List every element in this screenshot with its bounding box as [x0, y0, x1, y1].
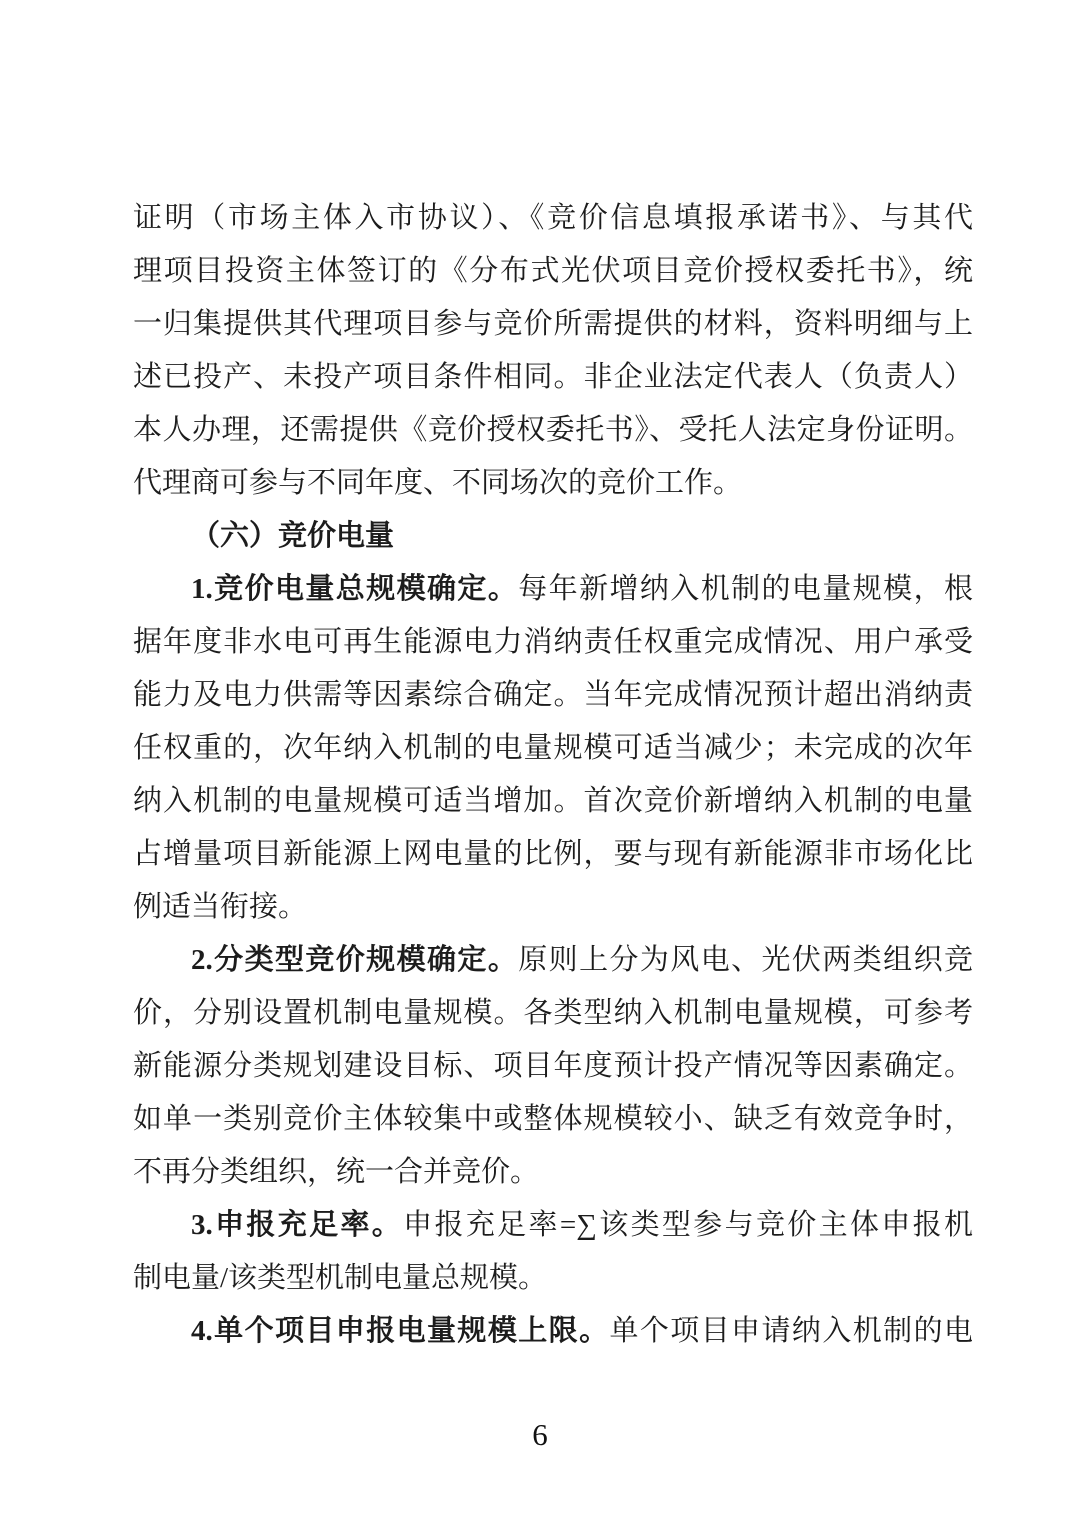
text-line — [133, 722, 973, 775]
text-run: 制电量/该类型机制电量总规模。 — [133, 1262, 548, 1294]
text-line — [133, 828, 973, 881]
text-line — [133, 775, 973, 828]
text-run: 述已投产、未投产项目条件相同。非企业法定代表人（负责人） — [133, 361, 973, 393]
text-line — [133, 669, 973, 722]
text-run: 据年度非水电可再生能源电力消纳责任权重完成情况、用户承受 — [133, 626, 973, 658]
document-body — [133, 192, 973, 1358]
text-run: 本人办理，还需提供《竞价授权委托书》、受托人法定身份证明。 — [133, 414, 973, 446]
text-run: 能力及电力供需等因素综合确定。当年完成情况预计超出消纳责 — [133, 679, 973, 711]
text-line — [133, 245, 973, 298]
text-line — [133, 457, 973, 510]
text-run: 任权重的，次年纳入机制的电量规模可适当减少；未完成的次年 — [133, 732, 973, 764]
text-line — [133, 881, 973, 934]
text-run: 如单一类别竞价主体较集中或整体规模较小、缺乏有效竞争时， — [133, 1103, 973, 1135]
text-run: 占增量项目新能源上网电量的比例，要与现有新能源非市场化比 — [133, 838, 973, 870]
text-line — [133, 192, 973, 245]
text-run: 新能源分类规划建设目标、项目年度预计投产情况等因素确定。 — [133, 1050, 973, 1082]
text-line — [133, 616, 973, 669]
text-run: 每年新增纳入机制的电量规模，根 — [518, 573, 973, 605]
text-line — [133, 404, 973, 457]
run-in-heading: 2.分类型竞价规模确定。 — [191, 944, 519, 976]
text-run: 代理商可参与不同年度、不同场次的竞价工作。 — [133, 467, 743, 499]
section-heading — [133, 510, 973, 563]
text-run: 纳入机制的电量规模可适当增加。首次竞价新增纳入机制的电量 — [133, 785, 973, 817]
text-line — [133, 1199, 973, 1252]
text-line — [133, 1093, 973, 1146]
text-line — [133, 934, 973, 987]
text-line — [133, 351, 973, 404]
page-number: 6 — [532, 1417, 548, 1452]
text-run: 申报充足率=∑该类型参与竞价主体申报机 — [403, 1209, 973, 1241]
text-line — [133, 298, 973, 351]
text-run: 例适当衔接。 — [133, 891, 308, 923]
text-run: 原则上分为风电、光伏两类组织竞 — [518, 944, 973, 976]
text-line — [133, 1040, 973, 1093]
text-line — [133, 987, 973, 1040]
text-line — [133, 1252, 973, 1305]
text-run: 理项目投资主体签订的《分布式光伏项目竞价授权委托书》，统 — [133, 255, 973, 287]
text-line — [133, 1305, 973, 1358]
run-in-heading: 3.申报充足率。 — [191, 1209, 404, 1241]
text-run: 证明（市场主体入市协议）、《竞价信息填报承诺书》、与其代 — [133, 202, 973, 234]
text-run: 单个项目申请纳入机制的电 — [609, 1315, 973, 1347]
text-run: 一归集提供其代理项目参与竞价所需提供的材料，资料明细与上 — [133, 308, 973, 340]
text-run: 价，分别设置机制电量规模。各类型纳入机制电量规模，可参考 — [133, 997, 973, 1029]
text-line — [133, 563, 973, 616]
text-run: 不再分类组织，统一合并竞价。 — [133, 1156, 540, 1188]
run-in-heading: 4.单个项目申报电量规模上限。 — [191, 1315, 610, 1347]
run-in-heading: 1.竞价电量总规模确定。 — [191, 573, 519, 605]
text-line — [133, 1146, 973, 1199]
heading-text: （六）竞价电量 — [191, 520, 395, 552]
